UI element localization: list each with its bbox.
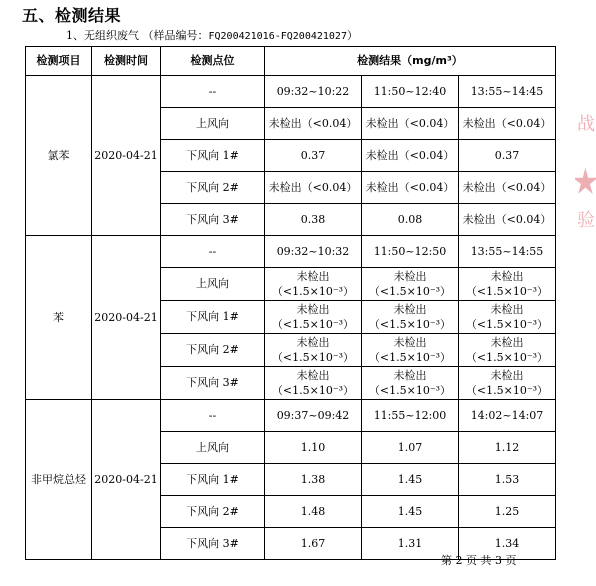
result-cell: 1.31: [362, 528, 459, 560]
subtitle-prefix: 1、无组织废气 （样品编号：: [66, 29, 209, 42]
test-point-cell: 下风向 1#: [161, 464, 265, 496]
subtitle: [66, 27, 358, 43]
test-point-cell: --: [161, 76, 265, 108]
result-cell: 未检出（<0.04）: [265, 172, 362, 204]
test-point-cell: 下风向 2#: [161, 172, 265, 204]
result-line: 未检出: [296, 270, 330, 283]
result-line: 未检出: [296, 336, 330, 349]
result-cell: 未检出（<0.04）: [362, 108, 459, 140]
result-line: 未检出: [393, 336, 427, 349]
result-cell: 1.45: [362, 496, 459, 528]
result-line: （<1.5×10⁻³）: [465, 351, 549, 364]
test-point-cell: --: [161, 236, 265, 268]
header-point: 检测点位: [161, 47, 265, 76]
test-point-cell: 下风向 3#: [161, 528, 265, 560]
test-item-cell: 苯: [26, 236, 92, 400]
test-date-cell: 2020-04-21: [92, 400, 161, 560]
results-table: [25, 46, 556, 560]
result-cell: [459, 301, 556, 334]
test-point-cell: --: [161, 400, 265, 432]
result-line: 未检出: [490, 303, 524, 316]
section-title: 五、检测结果: [22, 6, 122, 25]
test-point-cell: 下风向 3#: [161, 204, 265, 236]
test-point-cell: 下风向 2#: [161, 496, 265, 528]
result-cell: 1.53: [459, 464, 556, 496]
result-cell: 0.37: [265, 140, 362, 172]
result-line: （<1.5×10⁻³）: [368, 285, 452, 298]
result-cell: 11:55~12:00: [362, 400, 459, 432]
result-cell: 未检出（<0.04）: [265, 108, 362, 140]
result-cell: 未检出（<0.04）: [459, 172, 556, 204]
result-cell: 未检出（<0.04）: [459, 204, 556, 236]
result-cell: 11:50~12:50: [362, 236, 459, 268]
result-cell: 1.12: [459, 432, 556, 464]
test-point-cell: 下风向 3#: [161, 367, 265, 400]
result-line: 未检出: [490, 369, 524, 382]
result-line: （<1.5×10⁻³）: [271, 318, 355, 331]
result-cell: 09:32~10:32: [265, 236, 362, 268]
result-cell: [265, 268, 362, 301]
test-date-cell: 2020-04-21: [92, 236, 161, 400]
result-cell: [362, 334, 459, 367]
result-cell: 1.67: [265, 528, 362, 560]
result-line: （<1.5×10⁻³）: [368, 318, 452, 331]
result-cell: 1.07: [362, 432, 459, 464]
result-cell: [265, 301, 362, 334]
test-point-cell: 下风向 1#: [161, 301, 265, 334]
result-line: 未检出: [393, 270, 427, 283]
test-point-cell: 上风向: [161, 108, 265, 140]
result-cell: [265, 334, 362, 367]
stamp-text-top: 战: [577, 114, 595, 135]
result-cell: 13:55~14:55: [459, 236, 556, 268]
result-line: （<1.5×10⁻³）: [271, 285, 355, 298]
page-footer: 第 2 页 共 3 页: [441, 554, 517, 567]
result-cell: 未检出（<0.04）: [362, 140, 459, 172]
result-line: （<1.5×10⁻³）: [368, 384, 452, 397]
header-item: 检测项目: [26, 47, 92, 76]
result-cell: 1.38: [265, 464, 362, 496]
test-point-cell: 下风向 2#: [161, 334, 265, 367]
result-cell: [362, 367, 459, 400]
table-body: [26, 76, 556, 560]
result-line: （<1.5×10⁻³）: [368, 351, 452, 364]
header-result: 检测结果（mg/m³）: [265, 47, 556, 76]
result-cell: 13:55~14:45: [459, 76, 556, 108]
result-cell: 未检出（<0.04）: [459, 108, 556, 140]
test-point-cell: 上风向: [161, 432, 265, 464]
table-row: [26, 76, 556, 108]
result-line: 未检出: [393, 303, 427, 316]
result-line: （<1.5×10⁻³）: [271, 384, 355, 397]
result-cell: 未检出（<0.04）: [362, 172, 459, 204]
result-line: 未检出: [296, 369, 330, 382]
result-line: 未检出: [393, 369, 427, 382]
table-row: [26, 236, 556, 268]
result-cell: [459, 367, 556, 400]
result-cell: 0.37: [459, 140, 556, 172]
result-cell: 1.10: [265, 432, 362, 464]
result-cell: 1.25: [459, 496, 556, 528]
test-item-cell: 氯苯: [26, 76, 92, 236]
result-cell: 0.38: [265, 204, 362, 236]
result-cell: [459, 334, 556, 367]
result-line: （<1.5×10⁻³）: [465, 384, 549, 397]
test-item-cell: 非甲烷总烃: [26, 400, 92, 560]
result-cell: [459, 268, 556, 301]
result-cell: 14:02~14:07: [459, 400, 556, 432]
test-point-cell: 下风向 1#: [161, 140, 265, 172]
result-line: 未检出: [490, 270, 524, 283]
result-cell: 09:32~10:22: [265, 76, 362, 108]
result-cell: 0.08: [362, 204, 459, 236]
test-point-cell: 上风向: [161, 268, 265, 301]
stamp-star-icon: [575, 162, 596, 202]
result-cell: 11:50~12:40: [362, 76, 459, 108]
table-row: [26, 400, 556, 432]
result-line: （<1.5×10⁻³）: [465, 285, 549, 298]
result-cell: 1.45: [362, 464, 459, 496]
test-date-cell: 2020-04-21: [92, 76, 161, 236]
sample-codes: FQ200421016-FQ200421027: [208, 31, 347, 42]
result-cell: 1.34: [459, 528, 556, 560]
stamp-seal: [575, 110, 596, 250]
result-cell: [362, 268, 459, 301]
result-line: （<1.5×10⁻³）: [271, 351, 355, 364]
subtitle-suffix: ）: [346, 29, 358, 42]
header-time: 检测时间: [92, 47, 161, 76]
result-line: 未检出: [296, 303, 330, 316]
result-line: 未检出: [490, 336, 524, 349]
table-header-row: [26, 47, 556, 76]
result-cell: 09:37~09:42: [265, 400, 362, 432]
result-cell: 1.48: [265, 496, 362, 528]
result-line: （<1.5×10⁻³）: [465, 318, 549, 331]
stamp-text-bottom: 验: [577, 210, 595, 231]
result-cell: [362, 301, 459, 334]
result-cell: [265, 367, 362, 400]
